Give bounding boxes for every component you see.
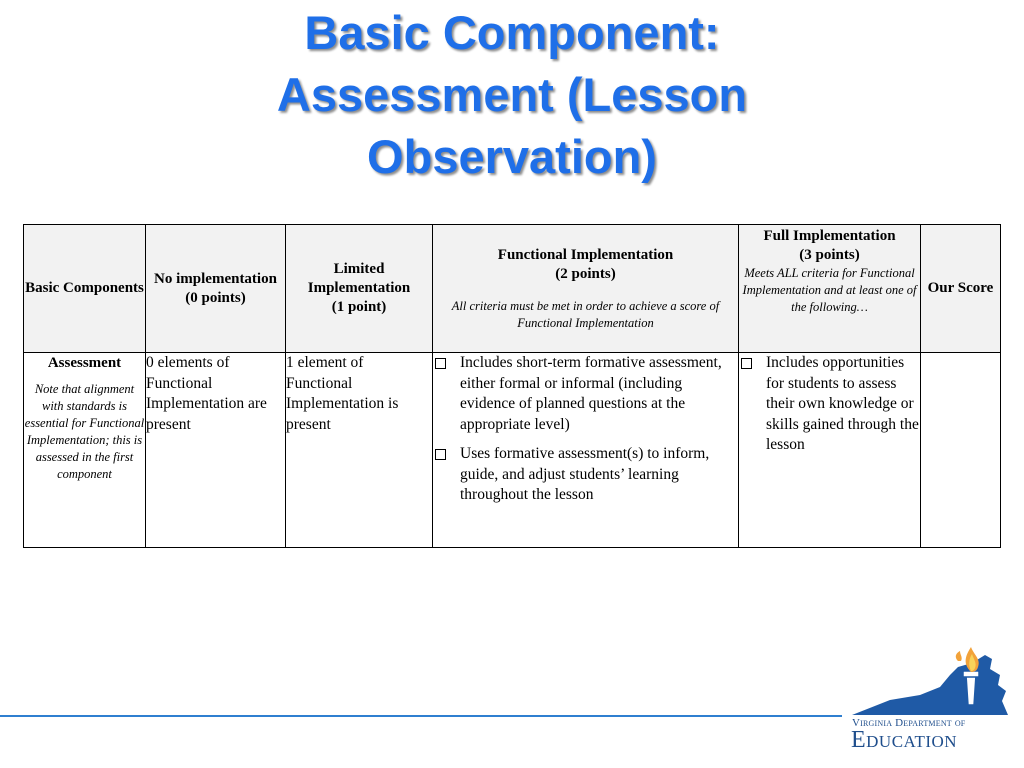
component-note: Note that alignment with standards is essential for Functional Implementation; this is assessed in the first component (24, 382, 145, 481)
footer-divider (0, 715, 842, 717)
vdoe-logo (846, 645, 1016, 760)
header-our-score (921, 225, 1001, 353)
checkbox-icon (435, 358, 446, 369)
checkbox-icon (435, 449, 446, 460)
slide-title (0, 2, 1024, 188)
header-functional-implementation-points: (2 points) (555, 265, 616, 282)
list-item (433, 444, 738, 506)
header-no-implementation-label: No implementation (154, 270, 277, 287)
slide-title-line-2: Assessment (Lesson (276, 68, 748, 121)
logo-line-1-text: Virginia Department of (852, 717, 966, 729)
logo-line-2 (851, 727, 1013, 754)
virginia-torch-icon (850, 645, 1010, 717)
header-functional-implementation (433, 225, 739, 353)
cell-functional-implementation (433, 353, 739, 548)
header-no-implementation (146, 225, 286, 353)
slide-title-line-3: Observation) (367, 130, 657, 183)
header-limited-implementation-label: Limited Implementation (307, 261, 411, 296)
header-full-implementation-label: Full Implementation (763, 228, 896, 244)
slide-title-line-1: Basic Component: (304, 6, 720, 59)
cell-limited-implementation (286, 353, 433, 548)
header-limited-implementation (286, 225, 433, 353)
limited-implementation-text: 1 element of Functional Implementation is present (286, 354, 399, 433)
header-basic-components (24, 225, 146, 353)
list-item (433, 353, 738, 435)
logo-line-2-text: Education (851, 727, 958, 753)
header-functional-note: All criteria must be met in order to achieve a score of Functional Implementation (451, 298, 720, 330)
cell-our-score (921, 353, 1001, 548)
component-name: Assessment (47, 355, 122, 371)
header-full-implementation-points: (3 points) (799, 247, 860, 263)
functional-criterion-1: Includes short-term formative assessment, either formal or informal (including evidence of planned questions at the appropriate level) (460, 354, 722, 433)
rubric-header-row (24, 225, 1001, 353)
header-functional-implementation-label: Functional Implementation (497, 246, 674, 263)
cell-full-implementation (739, 353, 921, 548)
header-full-note: Meets ALL criteria for Functional Implementation and at least one of the following… (742, 266, 917, 314)
header-no-implementation-points: (0 points) (185, 289, 246, 306)
list-item (739, 353, 920, 456)
checkbox-icon (741, 358, 752, 369)
functional-criterion-2: Uses formative assessment(s) to inform, guide, and adjust students’ learning throughout the lesson (460, 445, 710, 503)
header-full-implementation (739, 225, 921, 353)
header-limited-implementation-points: (1 point) (331, 299, 387, 315)
full-criterion-1: Includes opportunities for students to assess their own knowledge or skills gained through the lesson (766, 354, 919, 453)
header-our-score-label: Our Score (927, 280, 994, 296)
cell-component (24, 353, 146, 548)
cell-no-implementation (146, 353, 286, 548)
rubric-table (23, 224, 1001, 548)
table-row (24, 353, 1001, 548)
header-basic-components-label: Basic Components (25, 280, 144, 296)
no-implementation-text: 0 elements of Functional Implementation are present (146, 354, 267, 433)
